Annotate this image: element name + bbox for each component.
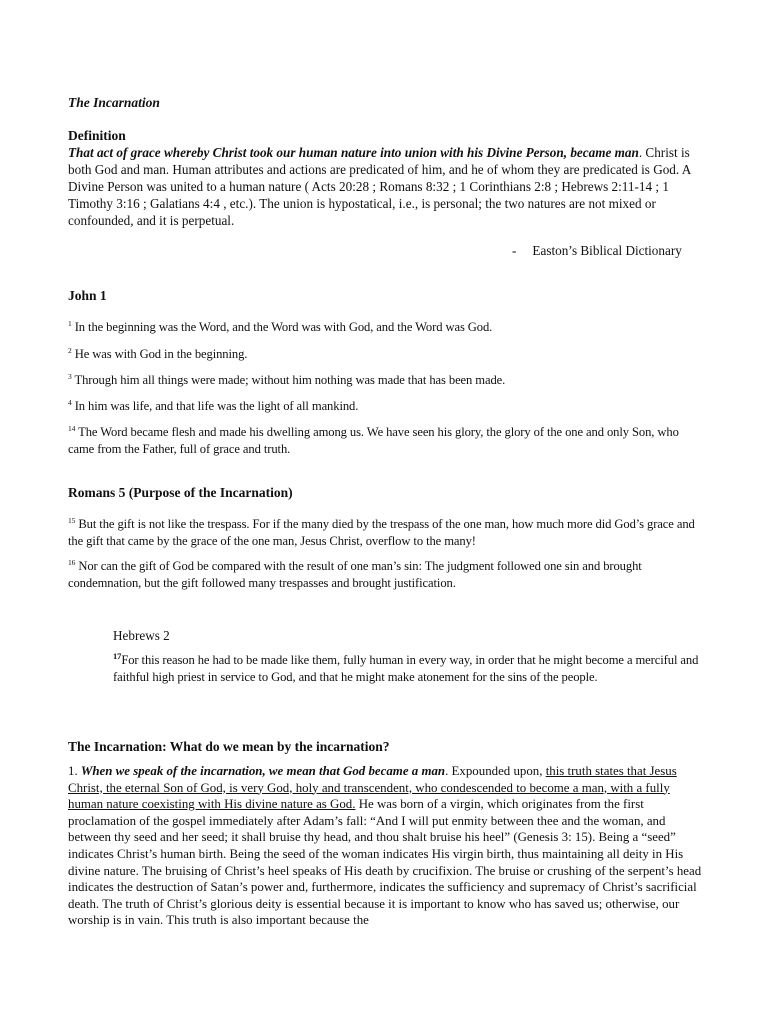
- verse-number: 3: [68, 371, 72, 381]
- question-rest: He was born of a virgin, which originates from the first proclamation of the gospel immediately after Adam’s fall: “And I will put enmity between thee and the woman, and between thy seed and her seed; it shall bruise thy head, and thou shalt bruise his heel” (Genesis 3: 15). Being a “seed” indicates Christ’s human birth. Being the seed of the woman indicates His virgin birth, thus maintaining all deity in His divine nature. The bruising of Christ’s heel speaks of His death by crucifixion. The bruise or crushing of the serpent’s head indicates the destruction of Satan’s power and, furthermore, indicates the sufficiency and supremacy of Christ’s sacrificial death. The truth of Christ’s glorious deity is essential because it is important to know who has saved us; otherwise, our worship is in vain. This truth is also important because the: [68, 797, 702, 928]
- verse: [68, 516, 702, 549]
- verse-text: The Word became flesh and made his dwelling among us. We have seen his glory, the glory of the one and only Son, who came from the Father, full of grace and truth.: [68, 425, 679, 456]
- verse-text: Through him all things were made; without him nothing was made that has been made.: [71, 373, 506, 387]
- verse: [68, 398, 702, 415]
- verse-text: But the gift is not like the trespass. For if the many died by the trespass of the one man, how much more did God’s grace and the gift that came by the grace of the one man, Jesus Christ, overflow to the many!: [68, 517, 695, 548]
- definition-lead: That act of grace whereby Christ took our human nature into union with his Divine Person, became man: [68, 145, 639, 160]
- verse: [68, 372, 702, 389]
- verse-number: 4: [68, 397, 72, 407]
- verse: [68, 424, 702, 457]
- question-mid: . Expounded upon,: [445, 764, 546, 778]
- verse-text: For this reason he had to be made like them, fully human in every way, in order that he might become a merciful and faithful high priest in service to God, and that he might make atonement for the sins of the people.: [113, 653, 699, 684]
- question-underlined: this truth states that Jesus Christ, the eternal Son of God, is very God, holy and transcendent, who condescended to become a man, with a fully human nature coexisting with His divine nature as God.: [68, 764, 677, 812]
- verse-text: In the beginning was the Word, and the Word was with God, and the Word was God.: [71, 320, 493, 334]
- verse-number: 2: [68, 345, 72, 355]
- verse: [68, 558, 702, 591]
- verse-number: 16: [68, 557, 76, 567]
- verse-number: 1: [68, 318, 72, 328]
- item-number: 1.: [68, 764, 78, 778]
- question-lead: When we speak of the incarnation, we mean that God became a man: [80, 764, 446, 778]
- verse-text: Nor can the gift of God be compared with the result of one man’s sin: The judgment followed one sin and brought condemnation, but the gift followed many trespasses and brought justification.: [68, 559, 642, 590]
- verse-number: 15: [68, 515, 76, 525]
- verse-number: 17: [113, 650, 122, 661]
- question-heading: The Incarnation: What do we mean by the incarnation?: [68, 739, 390, 754]
- definition-paragraph: [68, 144, 702, 229]
- hebrews-heading: Hebrews 2: [113, 628, 170, 643]
- attribution-source: Easton’s Biblical Dictionary: [532, 243, 682, 258]
- definition-body: . Christ is both God and man. Human attributes and actions are predicated of him, and he of whom they are predicated is God. A Divine Person was united to a human nature ( Acts 20:28 ; Romans 8:32 ; 1 Corinthians 2:8 ; Hebrews 2:11-14 ; 1 Timothy 3:16 ; Galatians 4:4 , etc.). The union is hypostatical, i.e., is personal; the two natures are not mixed or confounded, and it is perpetual.: [68, 145, 691, 228]
- john-heading: John 1: [68, 288, 107, 303]
- hebrews-verse: [113, 652, 703, 685]
- attribution-dash: -: [512, 243, 517, 258]
- verse-text: In him was life, and that life was the light of all mankind.: [71, 399, 359, 413]
- verse-text: He was with God in the beginning.: [71, 347, 248, 361]
- verse: [68, 346, 702, 363]
- attribution: [512, 243, 682, 259]
- definition-heading: Definition: [68, 128, 126, 143]
- question-paragraph: [68, 763, 702, 929]
- page-title: The Incarnation: [68, 95, 160, 110]
- verse-number: 14: [68, 423, 76, 433]
- romans-heading: Romans 5 (Purpose of the Incarnation): [68, 485, 293, 500]
- verse: [68, 319, 702, 336]
